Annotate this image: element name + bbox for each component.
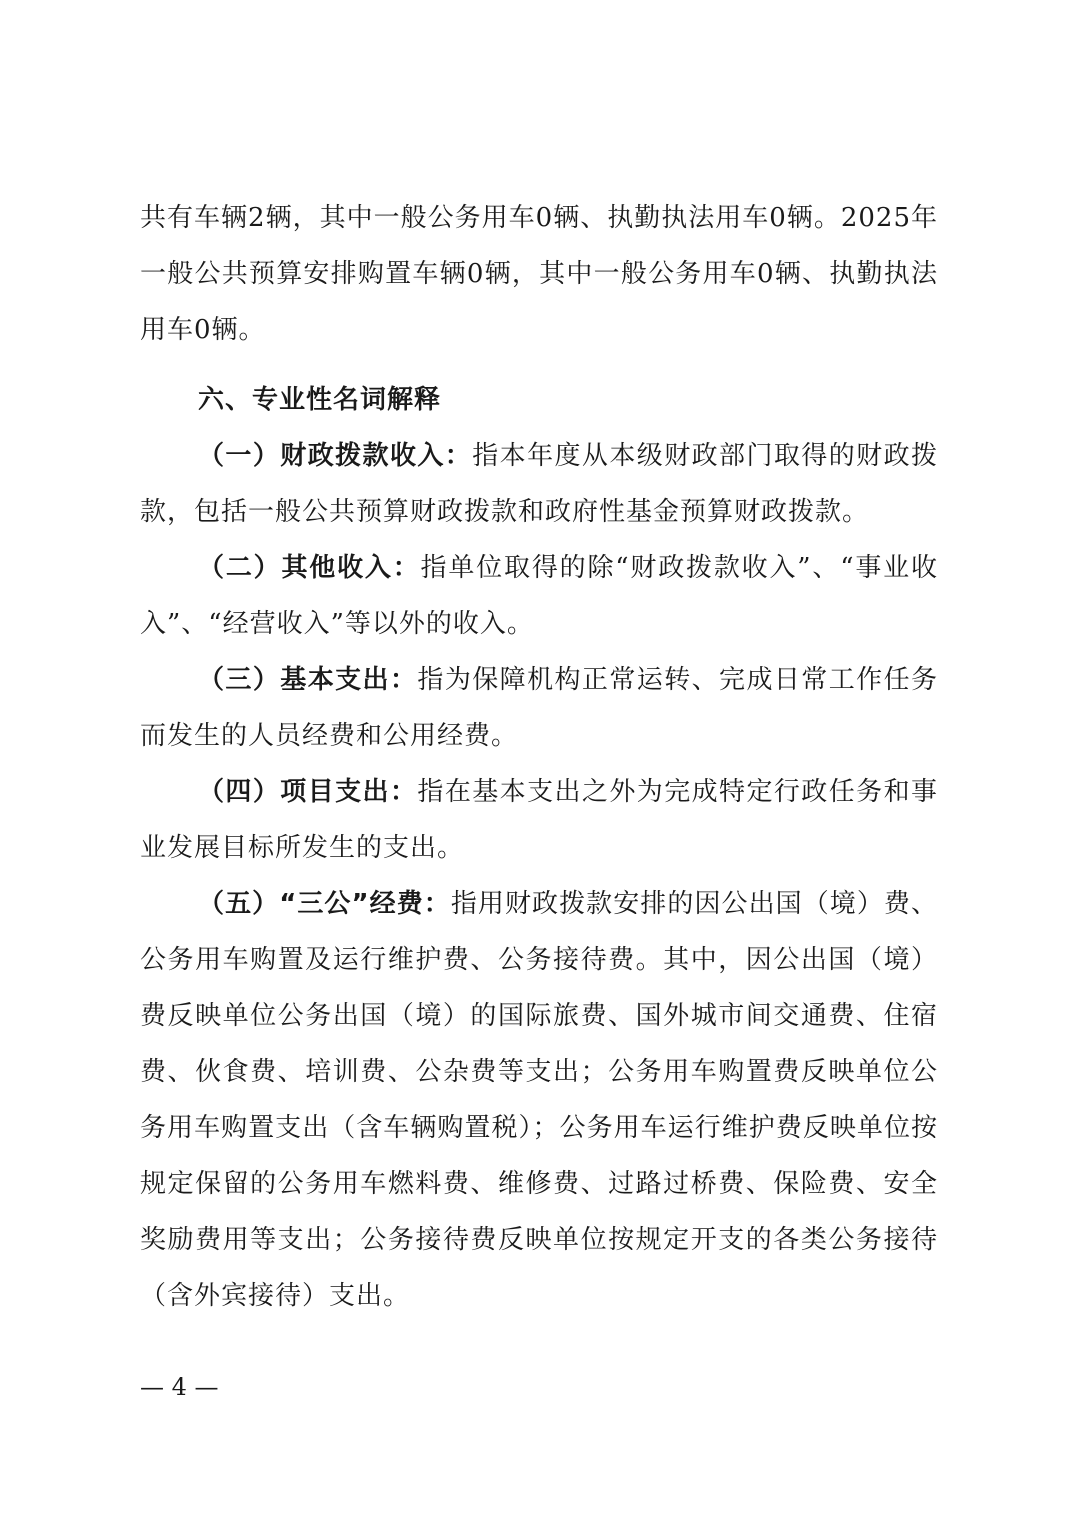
definition-paragraph xyxy=(140,540,938,652)
definition-text: 指在基本支出之外为完成特定行政任务和事业发展目标所发生的支出。 xyxy=(140,777,938,863)
page-number: — 4 — xyxy=(140,1373,219,1401)
continuation-paragraph: 共有车辆2辆，其中一般公务用车0辆、执勤执法用车0辆。2025年一般公共预算安排购置车辆0辆，其中一般公务用车0辆、执勤执法用车0辆。 xyxy=(140,203,938,345)
section-heading: 六、专业性名词解释 xyxy=(198,385,442,415)
definition-term: （四）项目支出： xyxy=(198,777,418,807)
definition-term: （五）“三公”经费： xyxy=(198,889,451,919)
document-body xyxy=(140,190,938,1324)
definition-text: 指单位取得的除“财政拨款收入”、“事业收入”、“经营收入”等以外的收入。 xyxy=(140,553,938,639)
definition-paragraph xyxy=(140,428,938,540)
definition-term: （三）基本支出： xyxy=(198,665,418,695)
definition-term: （二）其他收入： xyxy=(198,553,421,583)
definition-paragraph xyxy=(140,652,938,764)
definition-paragraph xyxy=(140,876,938,1324)
definition-text: 指用财政拨款安排的因公出国（境）费、公务用车购置及运行维护费、公务接待费。其中，因公出国（境）费反映单位公务出国（境）的国际旅费、国外城市间交通费、住宿费、伙食费、培训费、公杂费等支出；公务用车购置费反映单位公务用车购置支出（含车辆购置税）；公务用车运行维护费反映单位按规定保留的公务用车燃料费、维修费、过路过桥费、保险费、安全奖励费用等支出；公务接待费反映单位按规定开支的各类公务接待（含外宾接待）支出。 xyxy=(140,889,938,1311)
definition-text: 指为保障机构正常运转、完成日常工作任务而发生的人员经费和公用经费。 xyxy=(140,665,938,751)
definition-text: 指本年度从本级财政部门取得的财政拨款，包括一般公共预算财政拨款和政府性基金预算财政拨款。 xyxy=(140,441,938,527)
definition-term: （一）财政拨款收入： xyxy=(198,441,473,471)
definition-paragraph xyxy=(140,764,938,876)
